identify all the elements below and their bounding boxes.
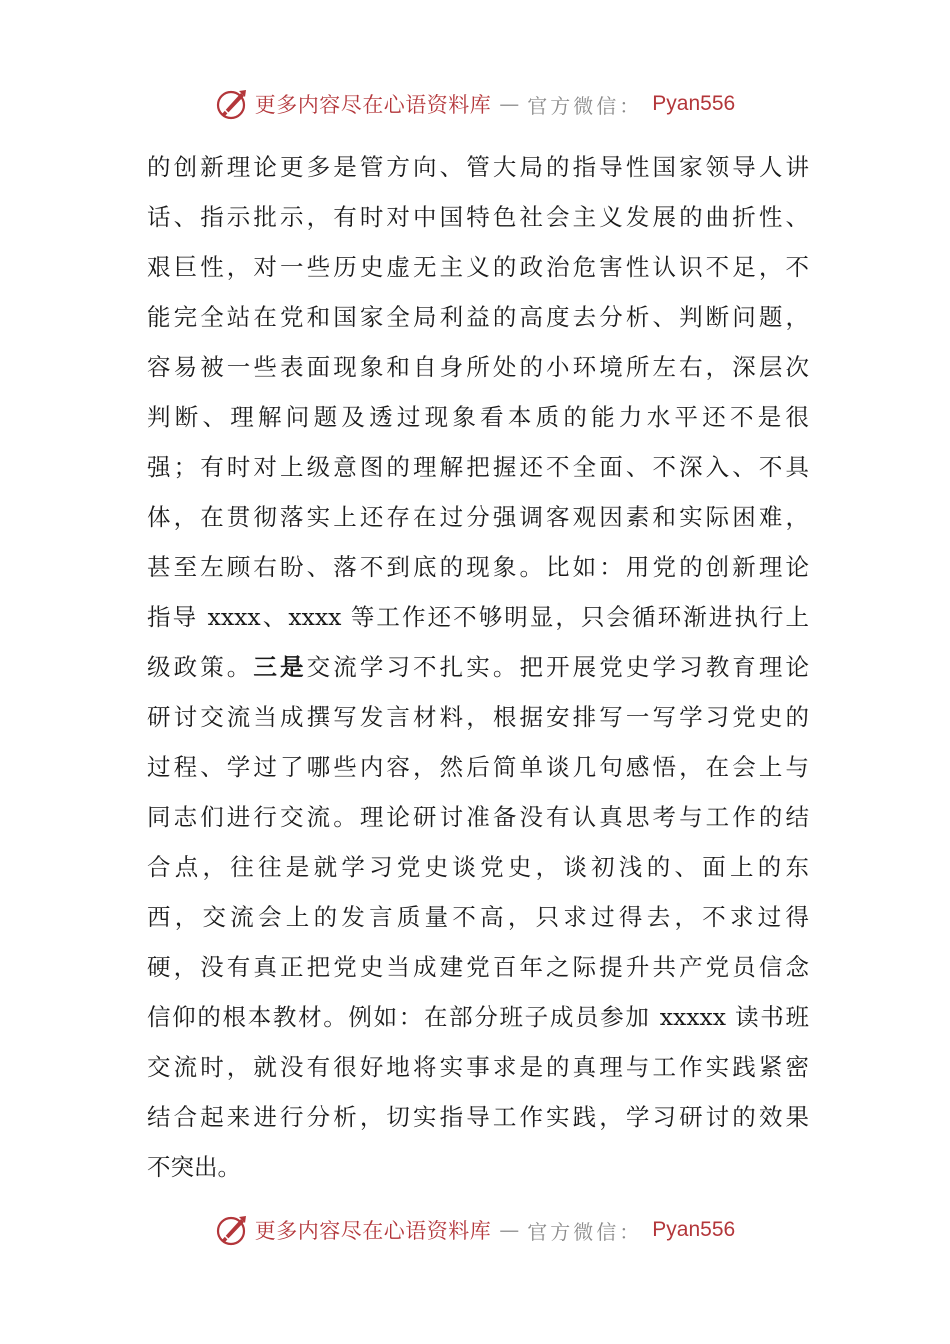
banner-brand-text: 更多内容尽在心语资料库 — [254, 1219, 492, 1243]
banner-brand-text: 更多内容尽在心语资料库 — [254, 93, 492, 117]
banner-official-label: 官方微信： — [527, 93, 643, 118]
line-prefix: 级政策。 — [147, 653, 254, 681]
text-line: 西，交流会上的发言质量不高，只求过得去，不求过得 — [147, 903, 809, 931]
document-body — [147, 142, 809, 1192]
text-line: 过程、学过了哪些内容，然后简单谈几句感悟，在会上与 — [147, 753, 809, 781]
text-line: 容易被一些表面现象和自身所处的小环境所左右，深层次 — [147, 353, 809, 381]
text-line: 甚至左顾右盼、落不到底的现象。比如：用党的创新理论 — [147, 553, 809, 581]
text-line: 指导 xxxx、xxxx 等工作还不够明显，只会循环渐进执行上 — [147, 603, 809, 631]
text-line: 交流时，就没有很好地将实事求是的真理与工作实践紧密 — [147, 1053, 809, 1081]
text-line: 研讨交流当成撰写发言材料，根据安排写一写学习党史的 — [147, 703, 809, 731]
text-line: 合点，往往是就学习党史谈党史，谈初浅的、面上的东 — [147, 853, 809, 881]
text-line: 硬，没有真正把党史当成建党百年之际提升共产党员信念 — [147, 953, 809, 981]
quill-pen-logo-icon — [215, 1213, 249, 1247]
banner-dash: — — [499, 92, 520, 116]
line-suffix: 交流学习不扎实。把开展党史学习教育理论 — [306, 653, 810, 681]
text-line: 话、指示批示，有时对中国特色社会主义发展的曲折性、 — [147, 203, 809, 231]
footer-banner — [0, 1210, 950, 1250]
text-line: 强；有时对上级意图的理解把握还不全面、不深入、不具 — [147, 453, 809, 481]
text-line: 体，在贯彻落实上还存在过分强调客观因素和实际困难， — [147, 503, 809, 531]
text-line-with-emphasis — [147, 642, 809, 692]
quill-pen-logo-icon — [215, 87, 249, 121]
text-line: 结合起来进行分析，切实指导工作实践，学习研讨的效果 — [147, 1103, 809, 1131]
text-line-last: 不突出。 — [147, 1153, 241, 1181]
text-line: 能完全站在党和国家全局利益的高度去分析、判断问题， — [147, 303, 809, 331]
banner-dash: — — [499, 1218, 520, 1242]
emphasis-san-shi: 三是 — [253, 653, 307, 681]
banner-wechat-id: Pyan556 — [652, 92, 736, 115]
header-banner — [0, 84, 950, 124]
text-line: 的创新理论更多是管方向、管大局的指导性国家领导人讲 — [147, 153, 809, 181]
text-line: 判断、理解问题及透过现象看本质的能力水平还不是很 — [147, 403, 809, 431]
banner-wechat-id: Pyan556 — [652, 1218, 736, 1241]
text-line: 同志们进行交流。理论研讨准备没有认真思考与工作的结 — [147, 803, 809, 831]
banner-official-label: 官方微信： — [527, 1219, 643, 1244]
text-line: 信仰的根本教材。例如：在部分班子成员参加 xxxxx 读书班 — [147, 1003, 809, 1031]
text-line: 艰巨性，对一些历史虚无主义的政治危害性认识不足，不 — [147, 253, 809, 281]
